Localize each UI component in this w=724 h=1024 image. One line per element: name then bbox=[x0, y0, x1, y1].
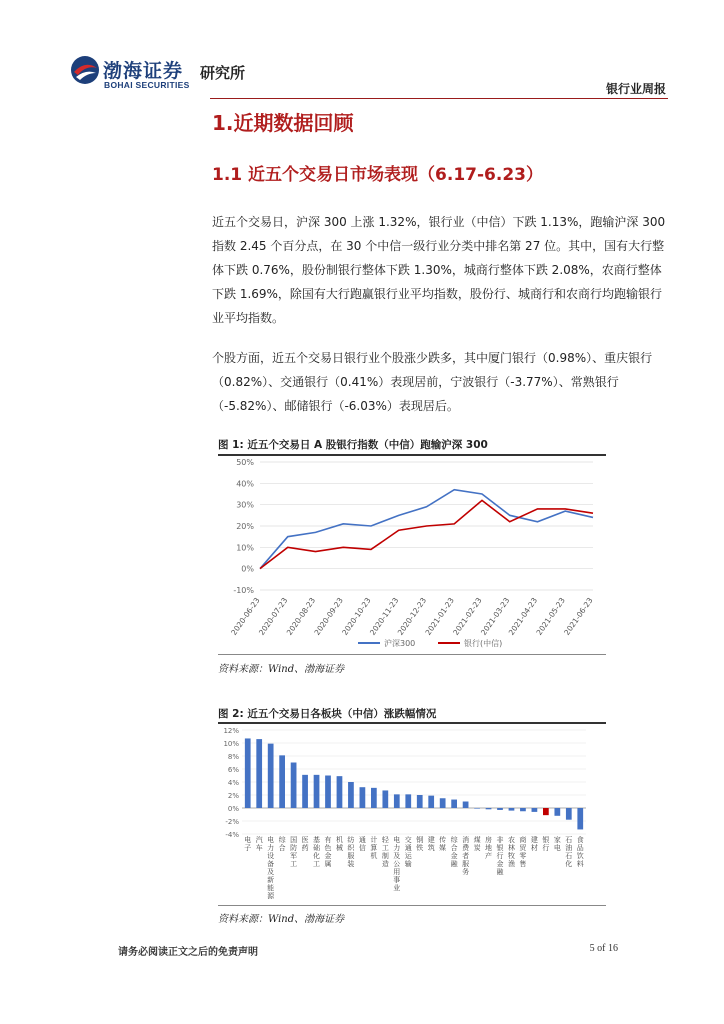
x-category-label: 传媒 bbox=[439, 836, 447, 852]
logo-chinese-name: 渤海证券 bbox=[103, 60, 184, 82]
x-category-label: 电子 bbox=[244, 836, 252, 852]
x-tick-label: 2020-06-23 bbox=[229, 595, 262, 637]
report-type-label: 银行业周报 bbox=[605, 82, 666, 96]
x-tick-label: 2021-05-23 bbox=[534, 595, 567, 637]
bar bbox=[543, 808, 549, 815]
x-category-label: 交通运输 bbox=[404, 836, 412, 868]
stock-performance-paragraph: 个股方面，近五个交易日银行业个股涨少跌多，其中厦门银行（0.98%）、重庆银行（0.82%）、交通银行（0.41%）表现居前，宁波银行（-3.77%）、常熟银行（-5.82%）、邮储银行（-6.03%）表现居后。 bbox=[212, 351, 653, 413]
bar bbox=[302, 775, 308, 808]
y-tick-label: 10% bbox=[223, 740, 239, 748]
y-tick-label: 12% bbox=[223, 727, 239, 735]
x-category-label: 电力及公用事业 bbox=[393, 836, 401, 892]
bar bbox=[371, 788, 377, 808]
x-tick-label: 2020-08-23 bbox=[284, 595, 318, 637]
x-category-label: 有色金属 bbox=[324, 836, 332, 868]
section-title: 1.近期数据回顾 bbox=[212, 111, 354, 135]
x-tick-label: 2021-01-23 bbox=[423, 595, 456, 637]
bar bbox=[337, 776, 343, 808]
x-category-label: 国防军工 bbox=[290, 836, 298, 868]
x-category-label: 轻工制造 bbox=[381, 836, 389, 868]
x-category-label: 机械 bbox=[335, 836, 343, 852]
figure2-title: 图 2: 近五个交易日各板块（中信）涨跌幅情况 bbox=[218, 708, 437, 720]
series-line bbox=[260, 490, 593, 569]
bar bbox=[314, 775, 320, 808]
x-tick-label: 2020-10-23 bbox=[340, 595, 373, 637]
logo-english-name: BOHAI SECURITIES bbox=[104, 80, 190, 90]
y-tick-label: 2% bbox=[227, 792, 239, 800]
bar bbox=[256, 739, 262, 808]
subsection-title: 1.1 近五个交易日市场表现（6.17-6.23） bbox=[212, 165, 543, 185]
bar bbox=[394, 794, 400, 808]
x-tick-label: 2020-12-23 bbox=[395, 595, 429, 637]
x-category-label: 房地产 bbox=[485, 836, 493, 860]
x-category-label: 农林牧渔 bbox=[507, 836, 515, 868]
bar bbox=[417, 795, 423, 808]
x-category-label: 汽车 bbox=[255, 836, 263, 852]
y-tick-label: 50% bbox=[236, 458, 254, 467]
market-performance-paragraph: 近五个交易日，沪深 300 上涨 1.32%，银行业（中信）下跌 1.13%，跑输沪深 300 指数 2.45 个百分点，在 30 个中信一级行业分类中排名第 27 位。其中，国有大行整体下跌 0.76%，股份制银行整体下跌 1.30%，城商行整体下跌 2.08%，农商行整体下跌 1.69%，除国有大行跑赢银行业平均指数，股份行、城商行和农商行均跑输银行业平均指数。 bbox=[212, 215, 666, 325]
x-tick-label: 2020-07-23 bbox=[257, 595, 290, 637]
line-chart bbox=[218, 456, 606, 654]
y-tick-label: 8% bbox=[227, 753, 239, 761]
x-tick-label: 2021-04-23 bbox=[506, 595, 540, 637]
x-category-label: 通信 bbox=[358, 836, 366, 852]
y-tick-label: 4% bbox=[227, 779, 239, 787]
x-tick-label: 2020-11-23 bbox=[368, 595, 401, 637]
bar bbox=[554, 808, 560, 816]
bar bbox=[405, 794, 411, 808]
bar bbox=[486, 808, 492, 809]
y-tick-label: -4% bbox=[225, 831, 239, 839]
y-tick-label: 20% bbox=[236, 522, 254, 531]
y-tick-label: -2% bbox=[225, 818, 239, 826]
legend-label: 沪深300 bbox=[384, 639, 416, 648]
bar bbox=[291, 763, 297, 809]
bar bbox=[348, 782, 354, 808]
x-category-label: 商贸零售 bbox=[519, 836, 527, 868]
bar bbox=[520, 808, 526, 811]
figure2-source: 资料来源：Wind、渤海证券 bbox=[218, 914, 345, 925]
bar bbox=[532, 808, 538, 812]
page-number: 5 of 16 bbox=[589, 943, 618, 954]
x-category-label: 银行 bbox=[542, 836, 550, 852]
bar bbox=[463, 802, 469, 809]
bar bbox=[509, 808, 515, 811]
legend-label: 银行(中信) bbox=[464, 639, 503, 648]
bar bbox=[325, 776, 331, 809]
bar bbox=[245, 738, 251, 808]
x-category-label: 食品饮料 bbox=[576, 836, 584, 868]
x-category-label: 消费者服务 bbox=[462, 836, 470, 876]
y-tick-label: 30% bbox=[236, 500, 254, 510]
x-category-label: 医药 bbox=[301, 836, 309, 852]
x-category-label: 计算机 bbox=[370, 836, 378, 860]
y-tick-label: -10% bbox=[233, 586, 254, 595]
institute-label: 研究所 bbox=[200, 64, 246, 82]
x-category-label: 建材 bbox=[530, 836, 538, 852]
x-category-label: 综合金融 bbox=[450, 836, 458, 868]
bar bbox=[474, 808, 480, 809]
x-category-label: 钢铁 bbox=[416, 836, 424, 852]
header-divider bbox=[210, 98, 668, 99]
figure1-title: 图 1: 近五个交易日 A 股银行指数（中信）跑输沪深 300 bbox=[218, 439, 488, 451]
figure1-bottom-rule bbox=[218, 654, 606, 655]
y-tick-label: 10% bbox=[236, 543, 254, 553]
bar-chart bbox=[218, 724, 606, 904]
bar bbox=[440, 798, 446, 808]
x-category-label: 非银行金融 bbox=[496, 836, 504, 876]
footer-disclaimer: 请务必阅读正文之后的免责声明 bbox=[118, 947, 258, 958]
figure1-source: 资料来源：Wind、渤海证券 bbox=[218, 664, 345, 675]
x-category-label: 电力设备及新能源 bbox=[267, 836, 275, 900]
bar bbox=[451, 800, 457, 808]
bar bbox=[268, 744, 274, 808]
x-tick-label: 2020-09-23 bbox=[312, 595, 345, 637]
x-tick-label: 2021-06-23 bbox=[562, 595, 595, 637]
x-category-label: 石油石化 bbox=[565, 836, 573, 868]
x-category-label: 煤炭 bbox=[473, 836, 481, 852]
bar bbox=[497, 808, 503, 810]
y-tick-label: 0% bbox=[227, 805, 239, 813]
x-category-label: 综合 bbox=[278, 836, 286, 852]
bar bbox=[566, 808, 572, 820]
series-line bbox=[260, 500, 593, 568]
figure2-bottom-rule bbox=[218, 905, 606, 906]
x-tick-label: 2021-02-23 bbox=[451, 595, 484, 637]
bar bbox=[577, 808, 583, 829]
x-category-label: 建筑 bbox=[427, 836, 435, 852]
y-tick-label: 0% bbox=[241, 564, 254, 574]
x-tick-label: 2021-03-23 bbox=[479, 595, 512, 637]
y-tick-label: 40% bbox=[236, 479, 254, 489]
x-category-label: 纺织服装 bbox=[347, 836, 355, 868]
y-tick-label: 6% bbox=[227, 766, 239, 774]
bar bbox=[382, 790, 388, 808]
bohai-logo-icon bbox=[70, 55, 100, 85]
bar bbox=[360, 787, 366, 808]
bar bbox=[279, 755, 285, 808]
x-category-label: 基础化工 bbox=[313, 836, 321, 868]
x-category-label: 家电 bbox=[553, 836, 561, 852]
bar bbox=[428, 796, 434, 808]
